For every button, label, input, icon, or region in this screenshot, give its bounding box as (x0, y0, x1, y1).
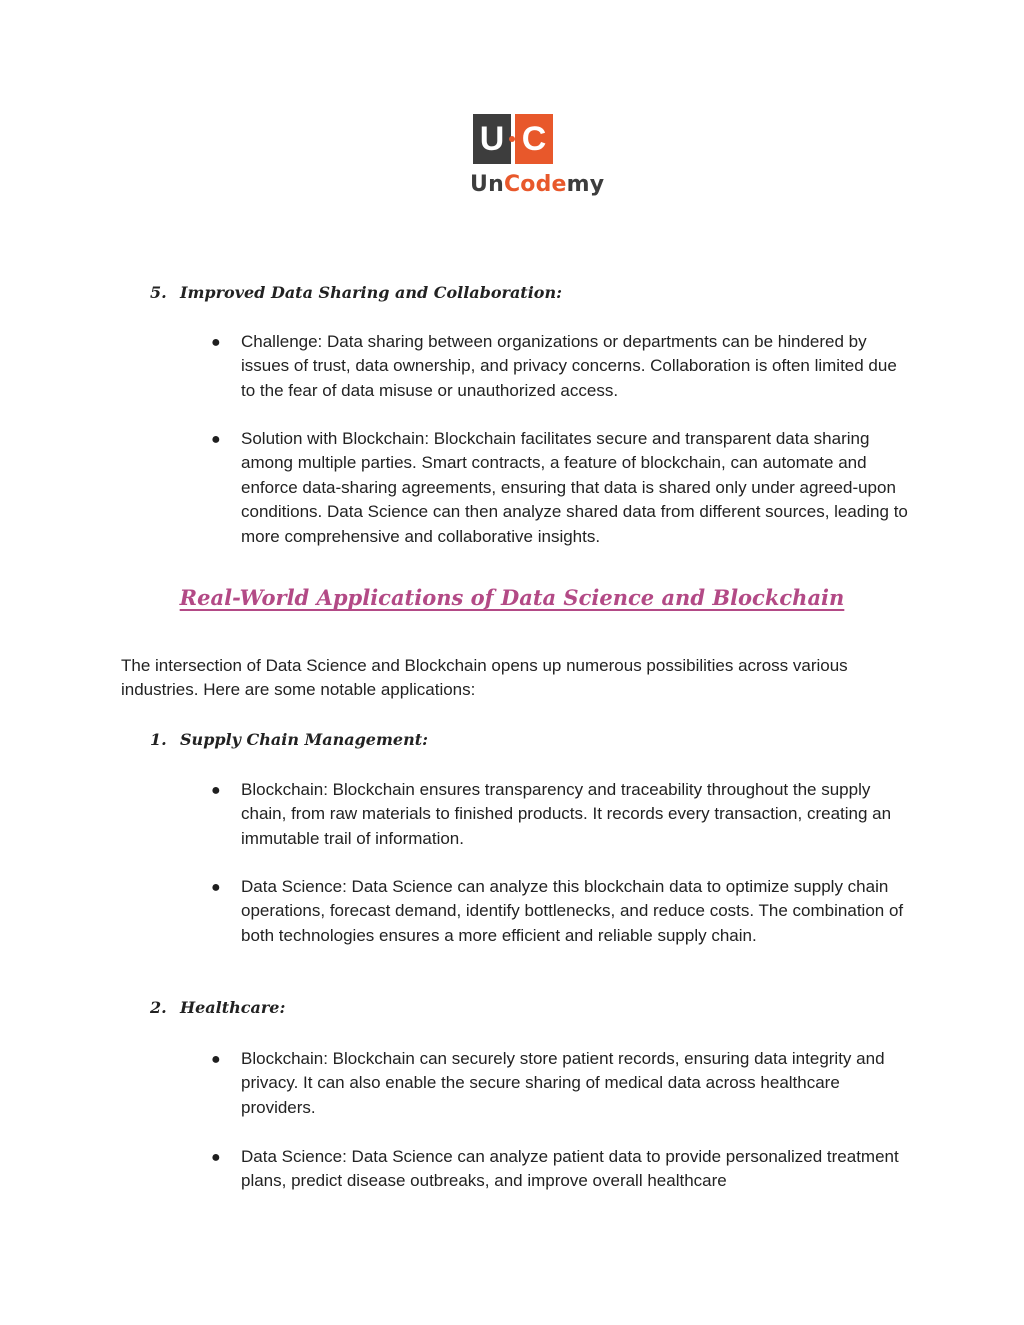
list-item: Data Science: Data Science can analyze this blockchain data to optimize supply chain operations, forecast demand, identify bottlenecks, and reduce costs. The combination of both technologies ensures a more efficient and reliable supply chain. (241, 877, 904, 945)
list-item: Blockchain: Blockchain can securely store patient records, ensuring data integrity and privacy. It can also enable the secure sharing of medical data across healthcare providers. (241, 1049, 885, 1117)
item-number: 2. (150, 998, 167, 1017)
logo-mark-u: U (473, 114, 511, 164)
list-item: Challenge: Data sharing between organizations or departments can be hindered by issues of trust, data ownership, and privacy concerns. Collaboration is often limited due to the fear of data misuse or unauthorized access. (241, 332, 897, 400)
application-1-heading (150, 730, 428, 749)
list-item: Data Science: Data Science can analyze patient data to provide personalized treatment plans, predict disease outbreaks, and improve overall healthcare (241, 1147, 899, 1191)
item-number: 1. (150, 730, 167, 749)
section-title: Improved Data Sharing and Collaboration: (180, 283, 562, 302)
bullet-glyph: ● (211, 334, 221, 351)
logo-wordmark: UnCodemy (470, 172, 605, 197)
uncodemy-logo (470, 112, 605, 198)
list-item: Solution with Blockchain: Blockchain facilitates secure and transparent data sharing among multiple parties. Smart contracts, a feature of blockchain, can automate and enforce data-sharing agreements, ensuring that data is shared only under agreed-upon conditions. Data Science can then analyze shared data from different sources, leading to more comprehensive and collaborative insights. (241, 429, 908, 546)
bullet-glyph: ● (211, 782, 221, 799)
application-2-heading (150, 998, 285, 1017)
item-title: Supply Chain Management: (180, 730, 429, 749)
logo-mark-c: C (515, 114, 553, 164)
section-title-applications: Real-World Applications of Data Science and Blockchain (179, 585, 845, 610)
section-number: 5. (150, 283, 167, 302)
bullet-glyph: ● (211, 1051, 221, 1068)
section-5-heading (150, 283, 562, 302)
item-title: Healthcare: (180, 998, 286, 1017)
bullet-glyph: ● (211, 1149, 221, 1166)
bullet-glyph: ● (211, 431, 221, 448)
list-item: Blockchain: Blockchain ensures transparency and traceability throughout the supply chain, from raw materials to finished products. It records every transaction, creating an immutable trail of information. (241, 780, 892, 848)
bullet-glyph: ● (211, 879, 221, 896)
intro-paragraph: The intersection of Data Science and Blockchain opens up numerous possibilities across various industries. Here are some notable applications: (121, 656, 848, 700)
logo-mark (473, 114, 553, 164)
